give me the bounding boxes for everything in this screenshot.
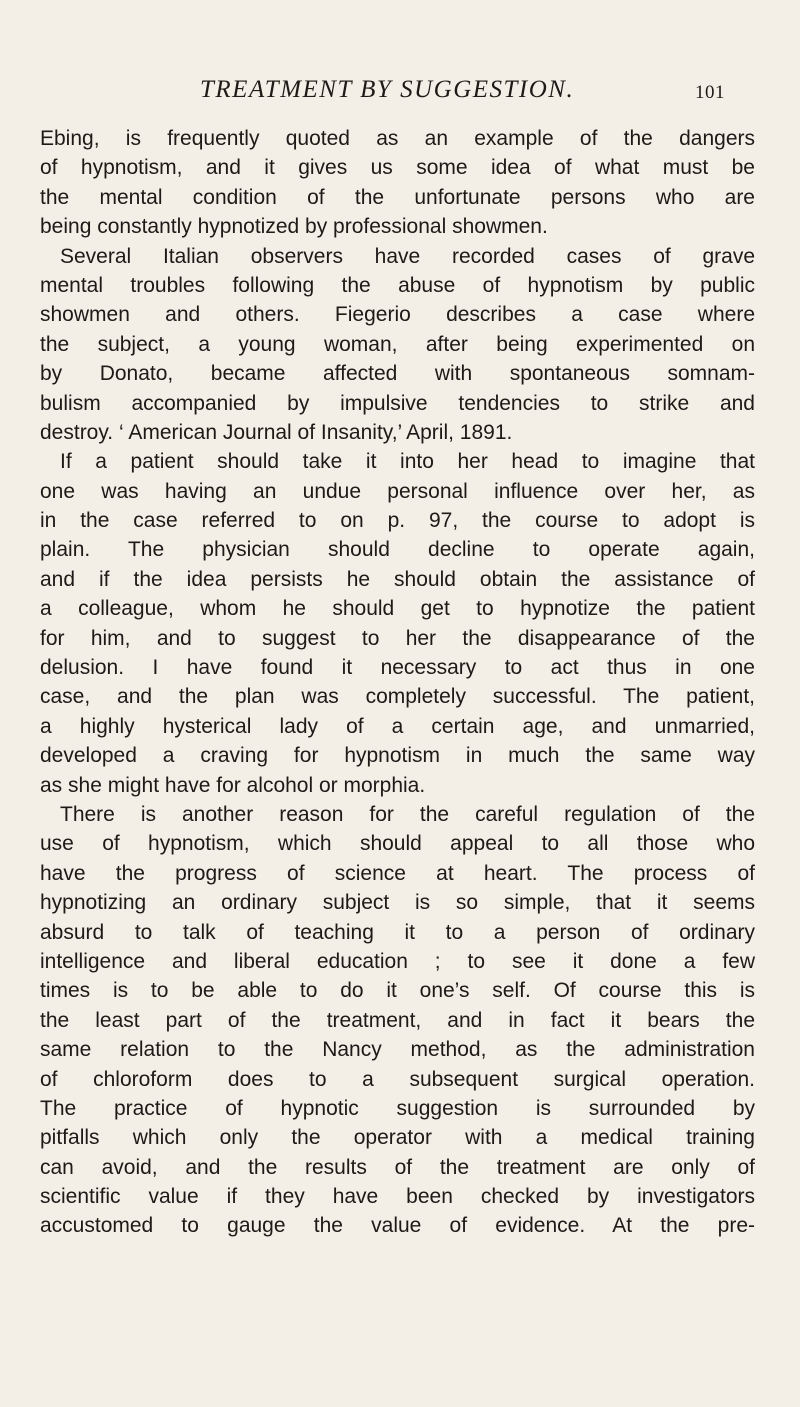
text-line: showmen and others. Fiegerio describes a case where (40, 303, 755, 327)
text-line: mental troubles following the abuse of hypnotism by public (40, 273, 755, 297)
text-line: in the case referred to on p. 97, the course to adopt is (40, 509, 755, 533)
text-line: can avoid, and the results of the treatment are only of (40, 1155, 755, 1179)
text-line: by Donato, became affected with spontaneous somnam- (40, 362, 755, 386)
running-title: TREATMENT BY SUGGESTION. (200, 76, 575, 103)
text-line: scientific value if they have been checked by investigators (40, 1185, 755, 1209)
text-line: of hypnotism, and it gives us some idea of what must be (40, 156, 755, 180)
text-line: There is another reason for the careful regulation of the (60, 802, 755, 826)
text-line: hypnotizing an ordinary subject is so simple, that it seems (40, 891, 755, 915)
text-line: use of hypnotism, which should appeal to all those who (40, 832, 755, 856)
text-line: one was having an undue personal influence over her, as (40, 479, 755, 503)
text-line: and if the idea persists he should obtain the assistance of (40, 567, 755, 591)
text-line: case, and the plan was completely successful. The patient, (40, 685, 755, 709)
text-line: accustomed to gauge the value of evidence. At the pre- (40, 1214, 755, 1238)
text-line: developed a craving for hypnotism in much the same way (40, 744, 755, 768)
text-line: a colleague, whom he should get to hypnotize the patient (40, 597, 755, 621)
text-line: absurd to talk of teaching it to a person of ordinary (40, 920, 755, 944)
body-text (40, 124, 755, 1241)
text-line: pitfalls which only the operator with a medical training (40, 1126, 755, 1150)
text-line: plain. The physician should decline to operate again, (40, 538, 755, 562)
text-line: of chloroform does to a subsequent surgical operation. (40, 1067, 755, 1091)
page-number: 101 (695, 82, 725, 103)
text-line: The practice of hypnotic suggestion is surrounded by (40, 1096, 755, 1120)
text-line: intelligence and liberal education ; to see it done a few (40, 949, 755, 973)
text-line: Ebing, is frequently quoted as an example of the dangers (40, 127, 755, 150)
text-line: as she might have for alcohol or morphia. (40, 773, 426, 797)
text-line: a highly hysterical lady of a certain age, and unmarried, (40, 714, 755, 738)
text-line: for him, and to suggest to her the disappearance of the (40, 626, 755, 650)
text-line: the subject, a young woman, after being experimented on (40, 332, 755, 356)
text-line: the mental condition of the unfortunate persons who are (40, 185, 755, 209)
text-line: Several Italian observers have recorded cases of grave (60, 244, 755, 268)
text-line: same relation to the Nancy method, as the administration (40, 1038, 755, 1062)
text-line: times is to be able to do it one’s self. Of course this is (40, 979, 755, 1003)
text-line: If a patient should take it into her head to imagine that (60, 450, 755, 474)
text-line: have the progress of science at heart. The process of (40, 861, 755, 885)
text-line: bulism accompanied by impulsive tendencies to strike and (40, 391, 755, 415)
running-head (0, 76, 800, 110)
text-line: the least part of the treatment, and in fact it bears the (40, 1008, 755, 1032)
text-line: destroy. ‘ American Journal of Insanity,’ April, 1891. (40, 420, 513, 444)
text-line: being constantly hypnotized by professional showmen. (40, 215, 548, 239)
text-line: delusion. I have found it necessary to act thus in one (40, 656, 755, 680)
